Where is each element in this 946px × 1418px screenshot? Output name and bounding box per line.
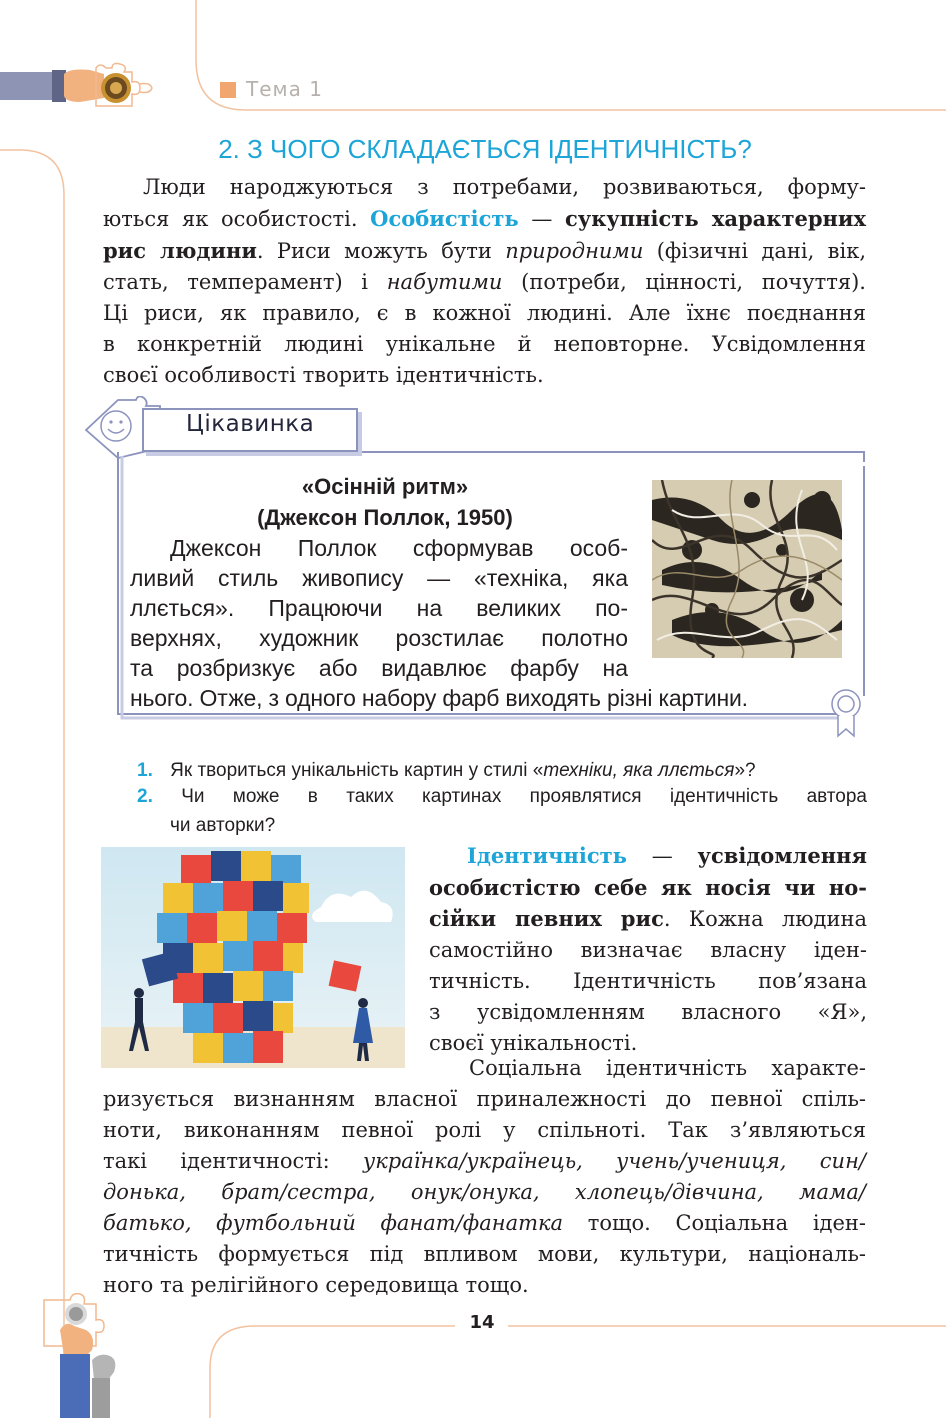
intro-text: стать, темперамент) і <box>103 270 369 294</box>
intro-text: (фізичні дані, вік, <box>656 239 867 263</box>
social-line-2: ризується визнанням власної приналежності до певної спіль- <box>103 1087 866 1111</box>
callout-line-6: нього. Отже, з одного набору фарб виходять різні картини. <box>130 685 748 711</box>
italic-natural: природними <box>505 239 644 263</box>
dash: — <box>531 207 553 231</box>
artwork-title <box>180 471 590 533</box>
social-text: такі ідентичності: <box>103 1149 330 1173</box>
definition-bold: сійки певних рис <box>429 906 664 931</box>
definition-line-1 <box>429 840 867 872</box>
social-line-5 <box>103 1177 866 1208</box>
question-2-line-1 <box>137 782 867 811</box>
callout-text <box>130 533 628 683</box>
definition-paragraph <box>429 840 867 1059</box>
social-line-3: ноти, виконанням певної ролі у спільноті. Так з’являються <box>103 1118 866 1142</box>
callout-label: Цікавинка <box>186 411 315 437</box>
social-line-4 <box>103 1146 866 1177</box>
intro-text: (потреби, цінності, почуття). <box>521 270 866 294</box>
callout-line-5: та розбризкує або видавлює фарбу на <box>130 655 628 681</box>
intro-line-3 <box>103 235 866 267</box>
callout-line-4: верхнях, художник розстилає полотно <box>130 625 628 651</box>
dash: — <box>651 844 673 868</box>
definition-line-6: з усвідомленням власного «Я», <box>429 1000 867 1024</box>
definition-line-4: самостійно визначає власну іден- <box>429 938 867 962</box>
question-italic: техніки, яка ллється <box>543 760 735 781</box>
intro-line-5: Ці риси, як правило, є в кожної людині. Але їхнє поєднання <box>103 301 866 325</box>
intro-paragraph <box>103 172 866 391</box>
topic-label: Тема 1 <box>246 77 323 101</box>
definition-bold-end: рис людини <box>103 238 257 263</box>
intro-line-4 <box>103 267 866 298</box>
social-text: тощо. Соціальна іден- <box>587 1211 866 1235</box>
callout-line-2: ливий стиль живопису — «техніка, яка <box>130 565 628 591</box>
page-number: 14 <box>469 1312 495 1333</box>
definition-bold: усвідомлення <box>697 843 867 868</box>
question-2-line-2: чи авторки? <box>170 815 276 836</box>
topic-marker <box>220 82 236 98</box>
social-italic: донька, брат/сестра, онук/онука, хлопець/дівчина, мама/ <box>103 1180 866 1204</box>
social-line-6 <box>103 1208 866 1239</box>
question-text: »? <box>734 760 756 781</box>
definition-line-5: тичність. Ідентичність пов’язана <box>429 969 867 993</box>
question-number: 2. <box>137 786 153 807</box>
puzzle-head-image <box>101 847 405 1068</box>
callout-line-1: Джексон Поллок сформував особ- <box>170 535 628 561</box>
intro-text: . Риси можуть бути <box>256 239 492 263</box>
social-italic: українка/українець, учень/учениця, син/ <box>363 1149 866 1173</box>
intro-line-6: в конкретній людині унікальне й неповторне. Усвідомлення <box>103 332 866 356</box>
question-number: 1. <box>137 760 153 781</box>
hand-puzzle-decoration <box>0 62 160 118</box>
term-personality: Особистість <box>370 206 519 231</box>
definition-text: . Кожна людина <box>663 907 867 931</box>
social-identity-paragraph <box>103 1053 866 1301</box>
intro-line-2 <box>103 203 866 235</box>
intro-line-1: Люди народжуються з потребами, розвиваються, форму- <box>143 175 866 199</box>
social-line-8: ного та релігійного середовища тощо. <box>103 1273 529 1297</box>
term-identity: Ідентичність <box>467 843 627 868</box>
callout-line-3: ллється». Працюючи на великих по- <box>130 595 628 621</box>
question-1 <box>137 756 867 785</box>
question-text: Чи може в таких картинах проявлятися ідентичність автора <box>181 786 867 807</box>
social-line-1: Соціальна ідентичність характе- <box>469 1056 866 1080</box>
social-line-7: тичність формується під впливом мови, культури, національ- <box>103 1242 866 1266</box>
intro-text: ються як особистості. <box>103 207 358 231</box>
artwork-author-year: (Джексон Поллок, 1950) <box>257 505 513 530</box>
intro-line-7: своєї особливості творить ідентичність. <box>103 363 544 387</box>
definition-bold: сукупність характерних <box>564 206 866 231</box>
definition-line-3 <box>429 903 867 935</box>
question-2 <box>137 782 867 840</box>
definition-line-2: особистістю себе як носія чи но- <box>429 875 867 900</box>
pollock-painting-image <box>652 480 842 658</box>
definition-line-7: своєї унікальності. <box>429 1031 638 1055</box>
question-text: Як твориться унікальність картин у стилі « <box>170 760 544 781</box>
italic-acquired: набутими <box>386 270 503 294</box>
social-italic: батько, футбольний фанат/фанатка <box>103 1211 564 1235</box>
artwork-name: «Осінній ритм» <box>301 474 469 499</box>
section-heading: 2. З ЧОГО СКЛАДАЄТЬСЯ ІДЕНТИЧНІСТЬ? <box>218 134 752 164</box>
hands-puzzle-decoration <box>30 1290 140 1418</box>
